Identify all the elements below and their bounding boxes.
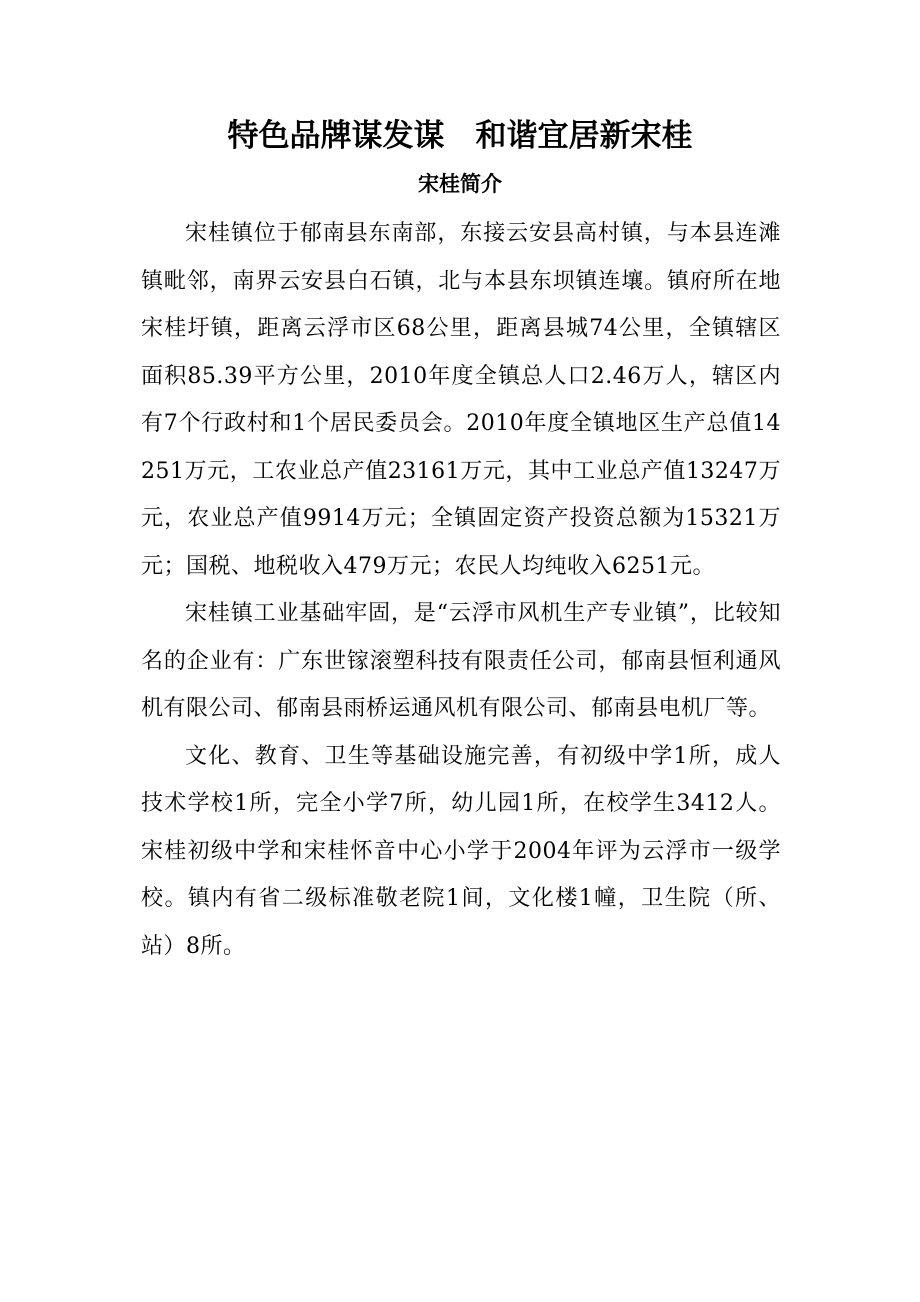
paragraph-infrastructure: 文化、教育、卫生等基础设施完善，有初级中学1所，成人技术学校1所，完全小学7所，幼儿园1所，在校学生3412人。宋桂初级中学和宋桂怀音中心小学于2004年评为云浮市一级学校。镇内有省二级标准敬老院1间，文化楼1幢，卫生院（所、站）8所。: [141, 743, 781, 959]
document-body: [141, 210, 781, 970]
paragraph-industry: 宋桂镇工业基础牢固，是“云浮市风机生产专业镇”，比较知名的企业有：广东世镓滚塑科技有限责任公司，郁南县恒利通风机有限公司、郁南县雨桥运通风机有限公司、郁南县电机厂等。: [141, 601, 781, 721]
document-title: 特色品牌谋发谋 和谐宜居新宋桂: [227, 118, 693, 154]
document-subtitle: 宋桂简介: [418, 172, 502, 196]
paragraph-overview: 宋桂镇位于郁南县东南部，东接云安县高村镇，与本县连滩镇毗邻，南界云安县白石镇，北与本县东坝镇连壤。镇府所在地宋桂圩镇，距离云浮市区68公里，距离县城74公里，全镇辖区面积85.39平方公里，2010年度全镇总人口2.46万人，辖区内有7个行政村和1个居民委员会。2010年度全镇地区生产总值14251万元，工农业总产值23161万元，其中工业总产值13247万元，农业总产值9914万元；全镇固定资产投资总额为15321万元；国税、地税收入479万元；农民人均纯收入6251元。: [141, 221, 781, 579]
